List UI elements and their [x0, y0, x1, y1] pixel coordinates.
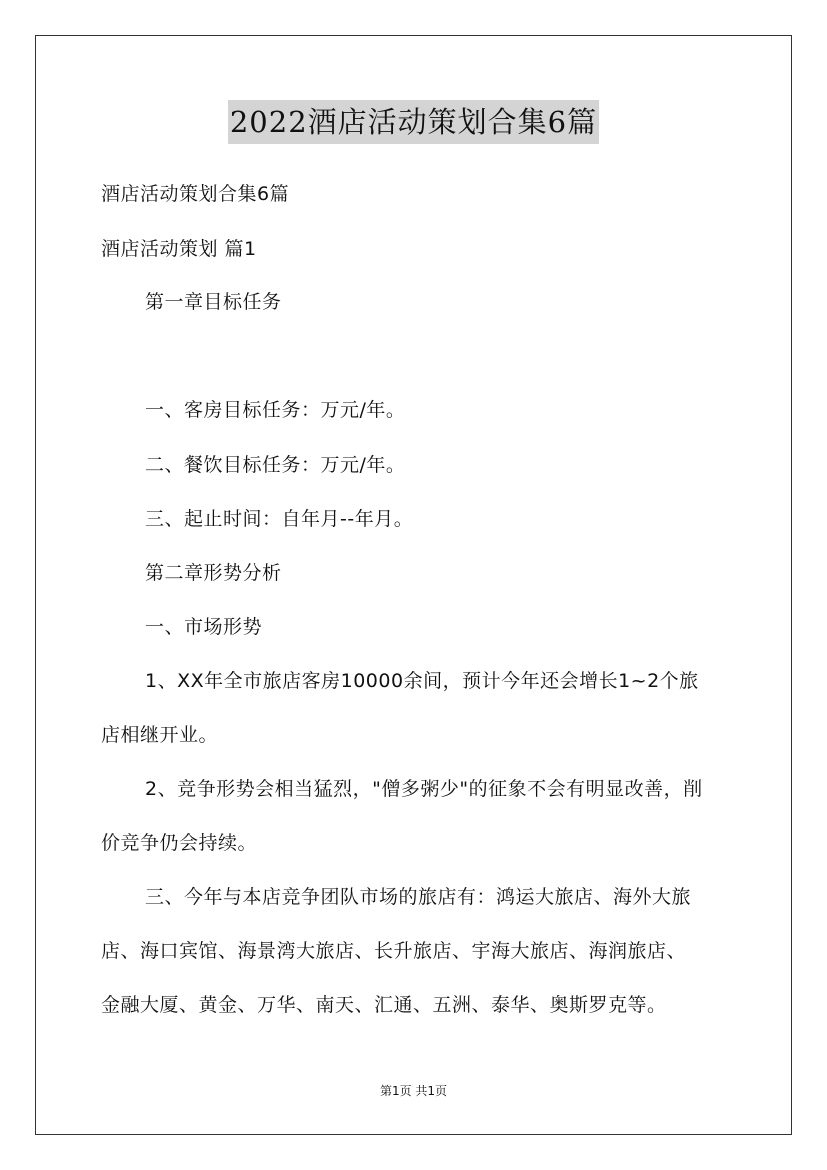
body-line-para-3c: 金融大厦、黄金、万华、南天、汇通、五洲、泰华、奥斯罗克等。	[101, 994, 667, 1016]
page-footer: 第1页 共1页	[379, 1084, 448, 1098]
body-line-chapter-1: 第一章目标任务	[145, 291, 282, 313]
body-line-room-target: 一、客房目标任务：万元/年。	[145, 399, 406, 421]
body-line-market: 一、市场形势	[145, 616, 263, 638]
body-line-para-3a: 三、今年与本店竞争团队市场的旅店有：鸿运大旅店、海外大旅	[145, 886, 692, 908]
document-title: 2022酒店活动策划合集6篇	[228, 100, 599, 144]
body-line-para-1a: 1、XX年全市旅店客房10000余间，预计今年还会增长1~2个旅	[145, 670, 699, 692]
body-line-section-heading: 酒店活动策划 篇1	[101, 238, 257, 260]
body-line-period: 三、起止时间：自年月--年月。	[145, 508, 414, 530]
body-line-para-1b: 店相继开业。	[101, 724, 219, 746]
body-line-dining-target: 二、餐饮目标任务：万元/年。	[145, 454, 406, 476]
body-line-subtitle: 酒店活动策划合集6篇	[101, 183, 290, 205]
body-line-para-3b: 店、海口宾馆、海景湾大旅店、长升旅店、宇海大旅店、海润旅店、	[101, 940, 687, 962]
body-line-para-2b: 价竞争仍会持续。	[101, 832, 258, 854]
body-line-chapter-2: 第二章形势分析	[145, 562, 282, 584]
body-line-para-2a: 2、竞争形势会相当猛烈，"僧多粥少"的征象不会有明显改善，削	[145, 778, 703, 800]
document-title-wrap	[0, 100, 827, 144]
